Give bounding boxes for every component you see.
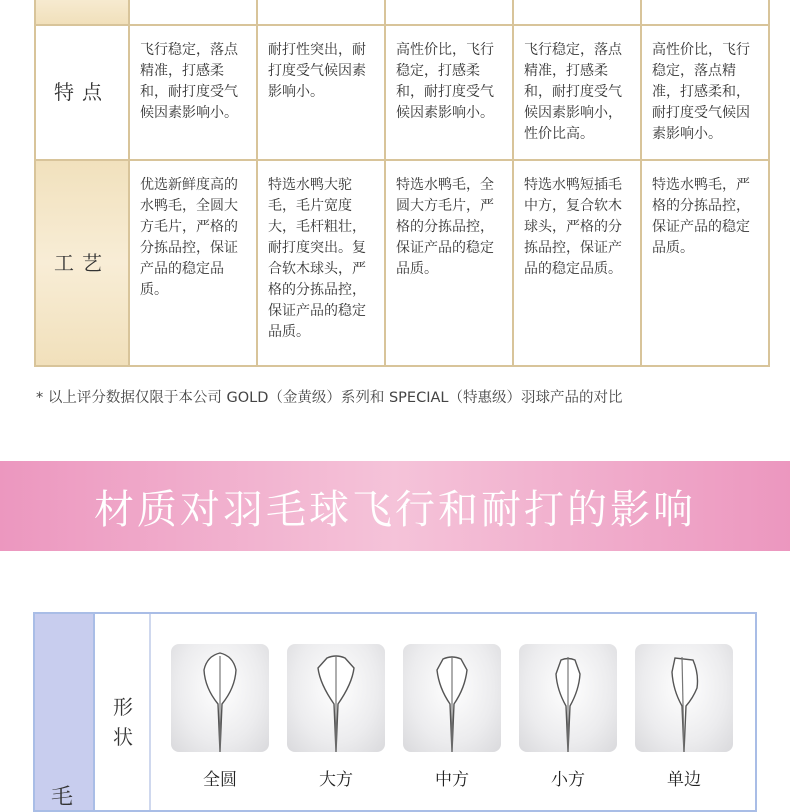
feather-medium-square-icon (403, 644, 501, 752)
table-cell: 飞行稳定，落点精准，打感柔和，耐打度受气候因素影响小，性价比高。 (513, 25, 641, 160)
feather-side-column (35, 614, 95, 810)
feather-side-label: 毛 (51, 785, 74, 810)
table-cell: 特选水鸭短插毛中方，复合软木球头，严格的分拣品控，保证产品的稳定品质。 (513, 160, 641, 366)
table-cell: 耐打性突出，耐打度受气候因素影响小。 (257, 25, 385, 160)
shape-label: 单边 (667, 770, 701, 790)
table-cell: 优选新鲜度高的水鸭毛，全圆大方毛片，严格的分拣品控，保证产品的稳定品质。 (129, 160, 257, 366)
banner-title: 材质对羽毛球飞行和耐打的影响 (94, 486, 696, 533)
shape-row-label: 形状 (113, 695, 133, 749)
row-head-craft: 工艺 (35, 160, 129, 366)
feather-table (33, 612, 757, 812)
feather-large-square-icon (287, 644, 385, 752)
table-cell: 特选水鸭大驼毛，毛片宽度大，毛杆粗壮，耐打度突出。复合软木球头，严格的分拣品控，保证产品的稳定品质。 (257, 160, 385, 366)
feather-row-head (93, 614, 151, 810)
shape-label: 小方 (551, 770, 585, 790)
feather-round-icon (171, 644, 269, 752)
feather-single-edge-icon (635, 644, 733, 752)
table-cell: 特选水鸭毛，严格的分拣品控，保证产品的稳定品质。 (641, 160, 769, 366)
shape-label: 大方 (319, 770, 353, 790)
comparison-table (34, 0, 770, 367)
footnote: * 以上评分数据仅限于本公司 GOLD（金黄级）系列和 SPECIAL（特惠级）羽球产品的对比 (36, 390, 623, 406)
table-cell: 特选水鸭毛，全圆大方毛片，严格的分拣品控，保证产品的稳定品质。 (385, 160, 513, 366)
table-cell: 高性价比，飞行稳定，落点精准，打感柔和，耐打度受气候因素影响小。 (641, 25, 769, 160)
row-head-features: 特点 (35, 25, 129, 160)
table-row-features (35, 25, 769, 160)
table-row-craft (35, 160, 769, 366)
table-cell: 飞行稳定，落点精准，打感柔和，耐打度受气候因素影响小。 (129, 25, 257, 160)
section-banner (0, 461, 790, 551)
table-row-partial (35, 0, 769, 25)
table-cell: 高性价比，飞行稳定，打感柔和，耐打度受气候因素影响小。 (385, 25, 513, 160)
row-head-partial (35, 0, 129, 25)
shape-label: 中方 (435, 770, 469, 790)
shape-label: 全圆 (203, 770, 237, 790)
feather-small-square-icon (519, 644, 617, 752)
